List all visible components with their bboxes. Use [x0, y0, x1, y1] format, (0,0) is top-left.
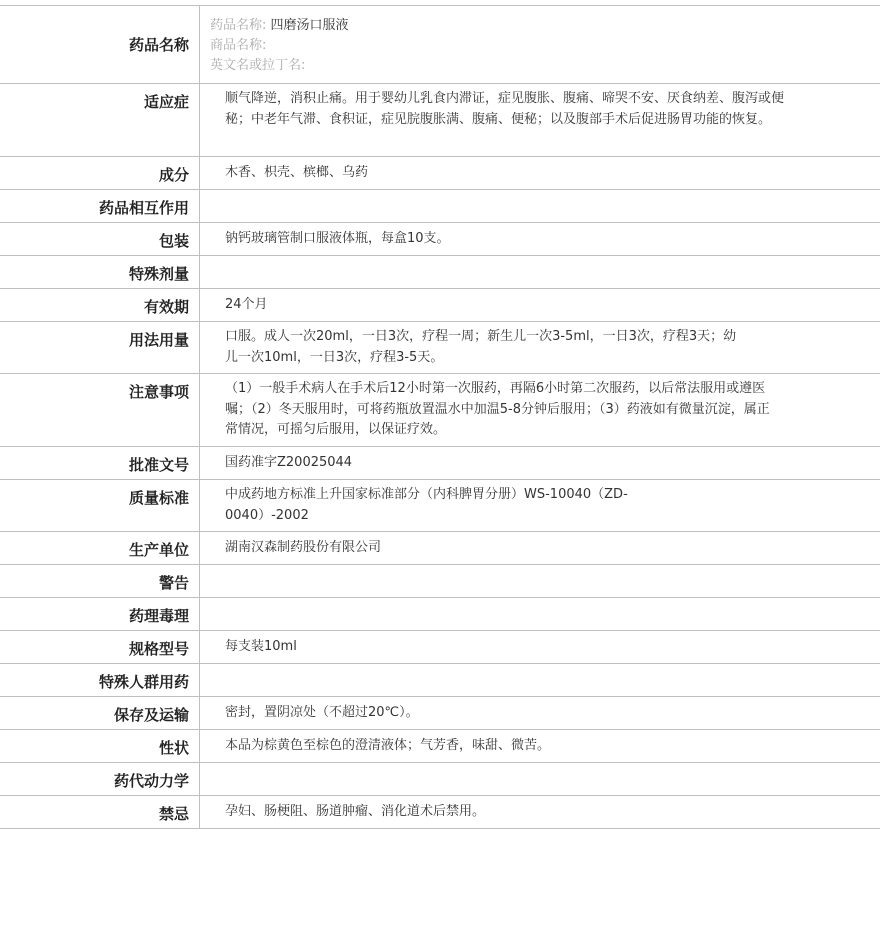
row-label-shelf-life: 有效期 — [0, 289, 200, 321]
row-value-quality-standard: 中成药地方标准上升国家标准部分（内科脾胃分册）WS-10040（ZD-0040）-2002 — [225, 487, 628, 523]
row-drug-interactions — [0, 190, 880, 223]
row-approval-number — [0, 447, 880, 480]
row-label-quality-standard: 质量标准 — [0, 480, 200, 531]
row-warning — [0, 565, 880, 598]
row-label-specification: 规格型号 — [0, 631, 200, 663]
trade-name-line — [210, 36, 880, 56]
row-value-storage-transport: 密封，置阴凉处（不超过20℃）。 — [225, 705, 419, 720]
trade-name-key: 商品名称: — [210, 38, 267, 53]
english-name-key: 英文名或拉丁名: — [210, 58, 306, 73]
row-specification — [0, 631, 880, 664]
drug-info-table — [0, 5, 880, 829]
row-value-shelf-life: 24个月 — [225, 297, 268, 312]
row-usage-dosage — [0, 322, 880, 374]
row-label-contraindications: 禁忌 — [0, 796, 200, 828]
row-value-warning — [200, 565, 880, 597]
row-value-pharmacology-toxicology — [200, 598, 880, 630]
row-shelf-life — [0, 289, 880, 322]
row-label-indications: 适应症 — [0, 84, 200, 156]
row-packaging — [0, 223, 880, 256]
row-value-drug-names — [200, 6, 880, 83]
row-label-special-dosage: 特殊剂量 — [0, 256, 200, 288]
row-label-packaging: 包装 — [0, 223, 200, 255]
row-value-contraindications: 孕妇、肠梗阻、肠道肿瘤、消化道术后禁用。 — [225, 804, 486, 819]
row-value-approval-number: 国药准字Z20025044 — [225, 455, 353, 470]
row-label-drug-names: 药品名称 — [0, 6, 200, 83]
row-label-ingredients: 成分 — [0, 157, 200, 189]
row-label-drug-interactions: 药品相互作用 — [0, 190, 200, 222]
row-storage-transport — [0, 697, 880, 730]
row-value-specification: 每支装10ml — [225, 639, 297, 654]
row-value-usage-dosage: 口服。成人一次20ml，一日3次，疗程一周；新生儿一次3-5ml，一日3次，疗程3天；幼儿一次10ml，一日3次，疗程3-5天。 — [225, 329, 737, 365]
row-value-special-populations — [200, 664, 880, 696]
row-label-special-populations: 特殊人群用药 — [0, 664, 200, 696]
row-pharmacology-toxicology — [0, 598, 880, 631]
row-label-usage-dosage: 用法用量 — [0, 322, 200, 373]
row-manufacturer — [0, 532, 880, 565]
row-precautions — [0, 374, 880, 447]
row-value-ingredients: 木香、枳壳、槟榔、乌药 — [225, 165, 369, 180]
row-indications — [0, 84, 880, 157]
row-value-manufacturer: 湖南汉森制药股份有限公司 — [225, 540, 382, 555]
row-value-special-dosage — [200, 256, 880, 288]
row-ingredients — [0, 157, 880, 190]
row-pharmacokinetics — [0, 763, 880, 796]
row-value-packaging: 钠钙玻璃管制口服液体瓶，每盒10支。 — [225, 231, 450, 246]
row-value-pharmacokinetics — [200, 763, 880, 795]
row-label-storage-transport: 保存及运输 — [0, 697, 200, 729]
row-special-dosage — [0, 256, 880, 289]
generic-name-key: 药品名称: — [210, 18, 267, 33]
row-label-warning: 警告 — [0, 565, 200, 597]
row-value-indications: 顺气降逆，消积止痛。用于婴幼儿乳食内滞证，症见腹胀、腹痛、啼哭不安、厌食纳差、腹泻或便秘；中老年气滞、食积证，症见脘腹胀满、腹痛、便秘；以及腹部手术后促进肠胃功能的恢复。 — [225, 91, 785, 127]
generic-name-line — [210, 16, 880, 36]
row-properties — [0, 730, 880, 763]
row-label-manufacturer: 生产单位 — [0, 532, 200, 564]
row-label-properties: 性状 — [0, 730, 200, 762]
row-drug-names — [0, 6, 880, 84]
row-label-pharmacology-toxicology: 药理毒理 — [0, 598, 200, 630]
english-name-line — [210, 56, 880, 76]
row-special-populations — [0, 664, 880, 697]
row-label-approval-number: 批准文号 — [0, 447, 200, 479]
row-contraindications — [0, 796, 880, 829]
row-value-drug-interactions — [200, 190, 880, 222]
row-quality-standard — [0, 480, 880, 532]
generic-name-value: 四磨汤口服液 — [270, 18, 349, 33]
row-value-precautions: （1）一般手术病人在手术后12小时第一次服药，再隔6小时第二次服药，以后常法服用或遵医嘱；（2）冬天服用时，可将药瓶放置温水中加温5-8分钟后服用；（3）药液如有微量沉淀，属正常情况，可摇匀后服用，以保证疗效。 — [225, 381, 770, 437]
row-value-properties: 本品为棕黄色至棕色的澄清液体；气芳香，味甜、微苦。 — [225, 738, 551, 753]
row-label-pharmacokinetics: 药代动力学 — [0, 763, 200, 795]
row-label-precautions: 注意事项 — [0, 374, 200, 446]
